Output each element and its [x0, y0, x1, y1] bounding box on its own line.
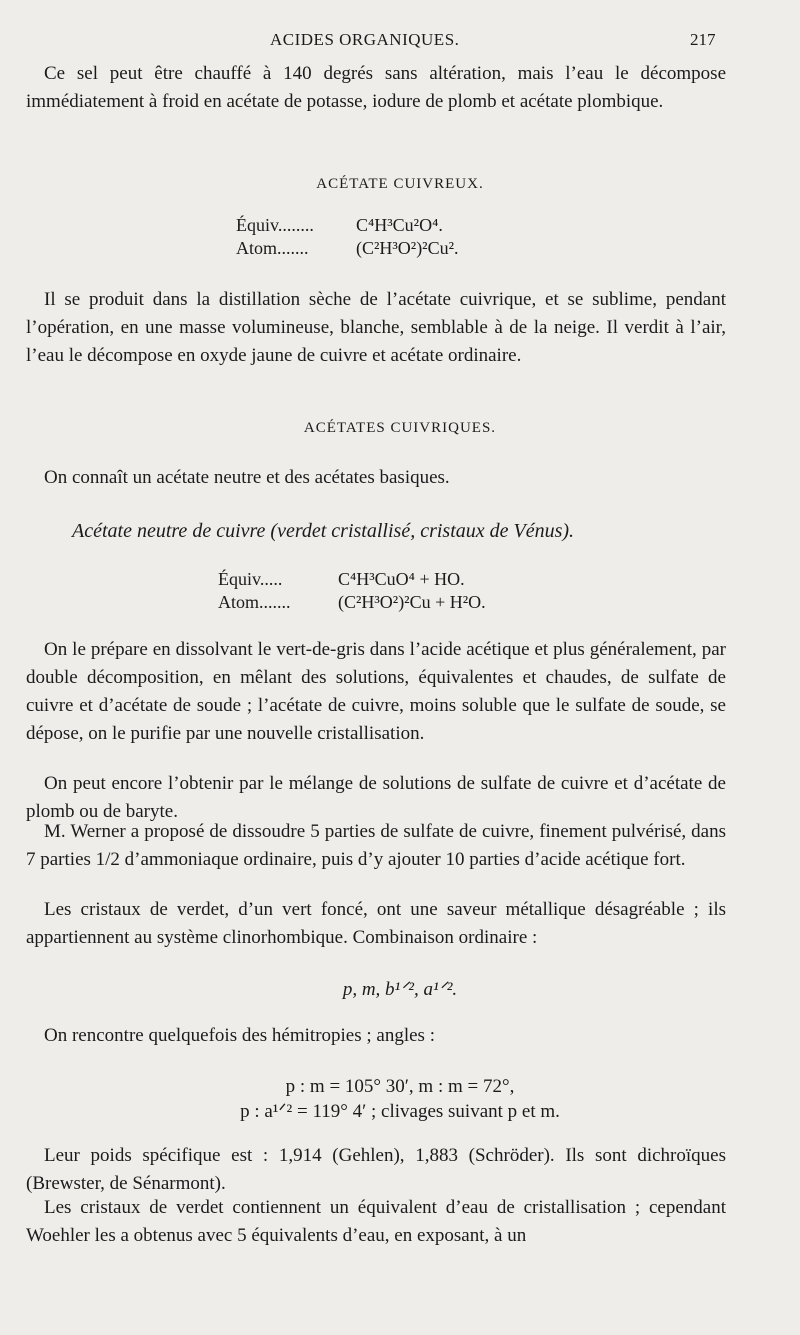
heading-acetates-cuivriques: ACÉTATES CUIVRIQUES.	[303, 420, 497, 436]
formula-value: (C²H³O²)²Cu + H²O.	[338, 592, 486, 612]
paragraph-7: Les cristaux de verdet, d’un vert foncé, ont une saveur métallique désagréable ; ils appartiennent au système clinorhombique. Combinaison ordinaire :	[26, 899, 726, 948]
formula-value: C⁴H³Cu²O⁴.	[356, 215, 443, 235]
paragraph-5: On peut encore l’obtenir par le mélange de solutions de sulfate de cuivre et d’acétate de plomb ou de baryte.	[26, 773, 726, 822]
paragraph-6: M. Werner a proposé de dissoudre 5 parties de sulfate de cuivre, finement pulvérisé, dans 7 parties 1/2 d’ammoniaque ordinaire, puis d’y ajouter 10 parties d’acide acétique fort.	[26, 821, 726, 870]
paragraph-10: Les cristaux de verdet contiennent un équivalent d’eau de cristallisation ; cependant Woehler les a obtenus avec 5 équivalents d’eau, en exposant, à un	[26, 1197, 726, 1246]
formula-label: Équiv........	[236, 215, 314, 235]
formula-cuivreux	[236, 214, 458, 260]
formula-value: (C²H³O²)²Cu².	[356, 238, 459, 258]
formula-label: Atom.......	[218, 592, 291, 612]
paragraph-9: Leur poids spécifique est : 1,914 (Gehlen), 1,883 (Schröder). Ils sont dichroïques (Brewster, de Sénarmont).	[26, 1145, 726, 1194]
running-title: ACIDES ORGANIQUES.	[270, 30, 460, 49]
angles-line-2: p : a¹ᐟ² = 119° 4′ ; clivages suivant p et m.	[240, 1101, 560, 1122]
paragraph-4: On le prépare en dissolvant le vert-de-gris dans l’acide acétique et plus généralement, par double décomposition, en mêlant des solutions, équivalentes et chaudes, de sulfate de cuivre et d’acétate de soude ; l’acétate de cuivre, moins soluble que le sulfate de soude, se dépose, on le purifie par une nouvelle cristallisation.	[26, 639, 726, 744]
formula-atom-row	[236, 237, 458, 260]
formula-label: Atom.......	[236, 238, 309, 258]
subheading-acetate-neutre: Acétate neutre de cuivre (verdet cristallisé, cristaux de Vénus).	[72, 520, 575, 542]
paragraph-8: On rencontre quelquefois des hémitropies ; angles :	[44, 1025, 435, 1046]
paragraph-2: Il se produit dans la distillation sèche de l’acétate cuivrique, et se sublime, pendant l’opération, en une masse volumineuse, blanche, semblable à de la neige. Il verdit à l’air, l’eau le décompose en oxyde jaune de cuivre et acétate ordinaire.	[26, 289, 726, 366]
formula-equiv-row	[218, 568, 486, 591]
crystal-combination: p, m, b¹ᐟ², a¹ᐟ².	[342, 979, 458, 1000]
running-head	[0, 30, 800, 52]
heading-acetate-cuivreux: ACÉTATE CUIVREUX.	[316, 176, 484, 192]
angles-line-1: p : m = 105° 30′, m : m = 72°,	[285, 1076, 515, 1097]
paragraph-3: On connaît un acétate neutre et des acétates basiques.	[44, 467, 450, 488]
formula-atom-row	[218, 591, 486, 614]
page-number: 217	[690, 30, 716, 49]
formula-value: C⁴H³CuO⁴ + HO.	[338, 569, 465, 589]
formula-cuivrique	[218, 568, 486, 614]
formula-label: Équiv.....	[218, 569, 283, 589]
formula-equiv-row	[236, 214, 458, 237]
paragraph-1: Ce sel peut être chauffé à 140 degrés sans altération, mais l’eau le décompose immédiatement à froid en acétate de potasse, iodure de plomb et acétate plombique.	[26, 63, 726, 112]
